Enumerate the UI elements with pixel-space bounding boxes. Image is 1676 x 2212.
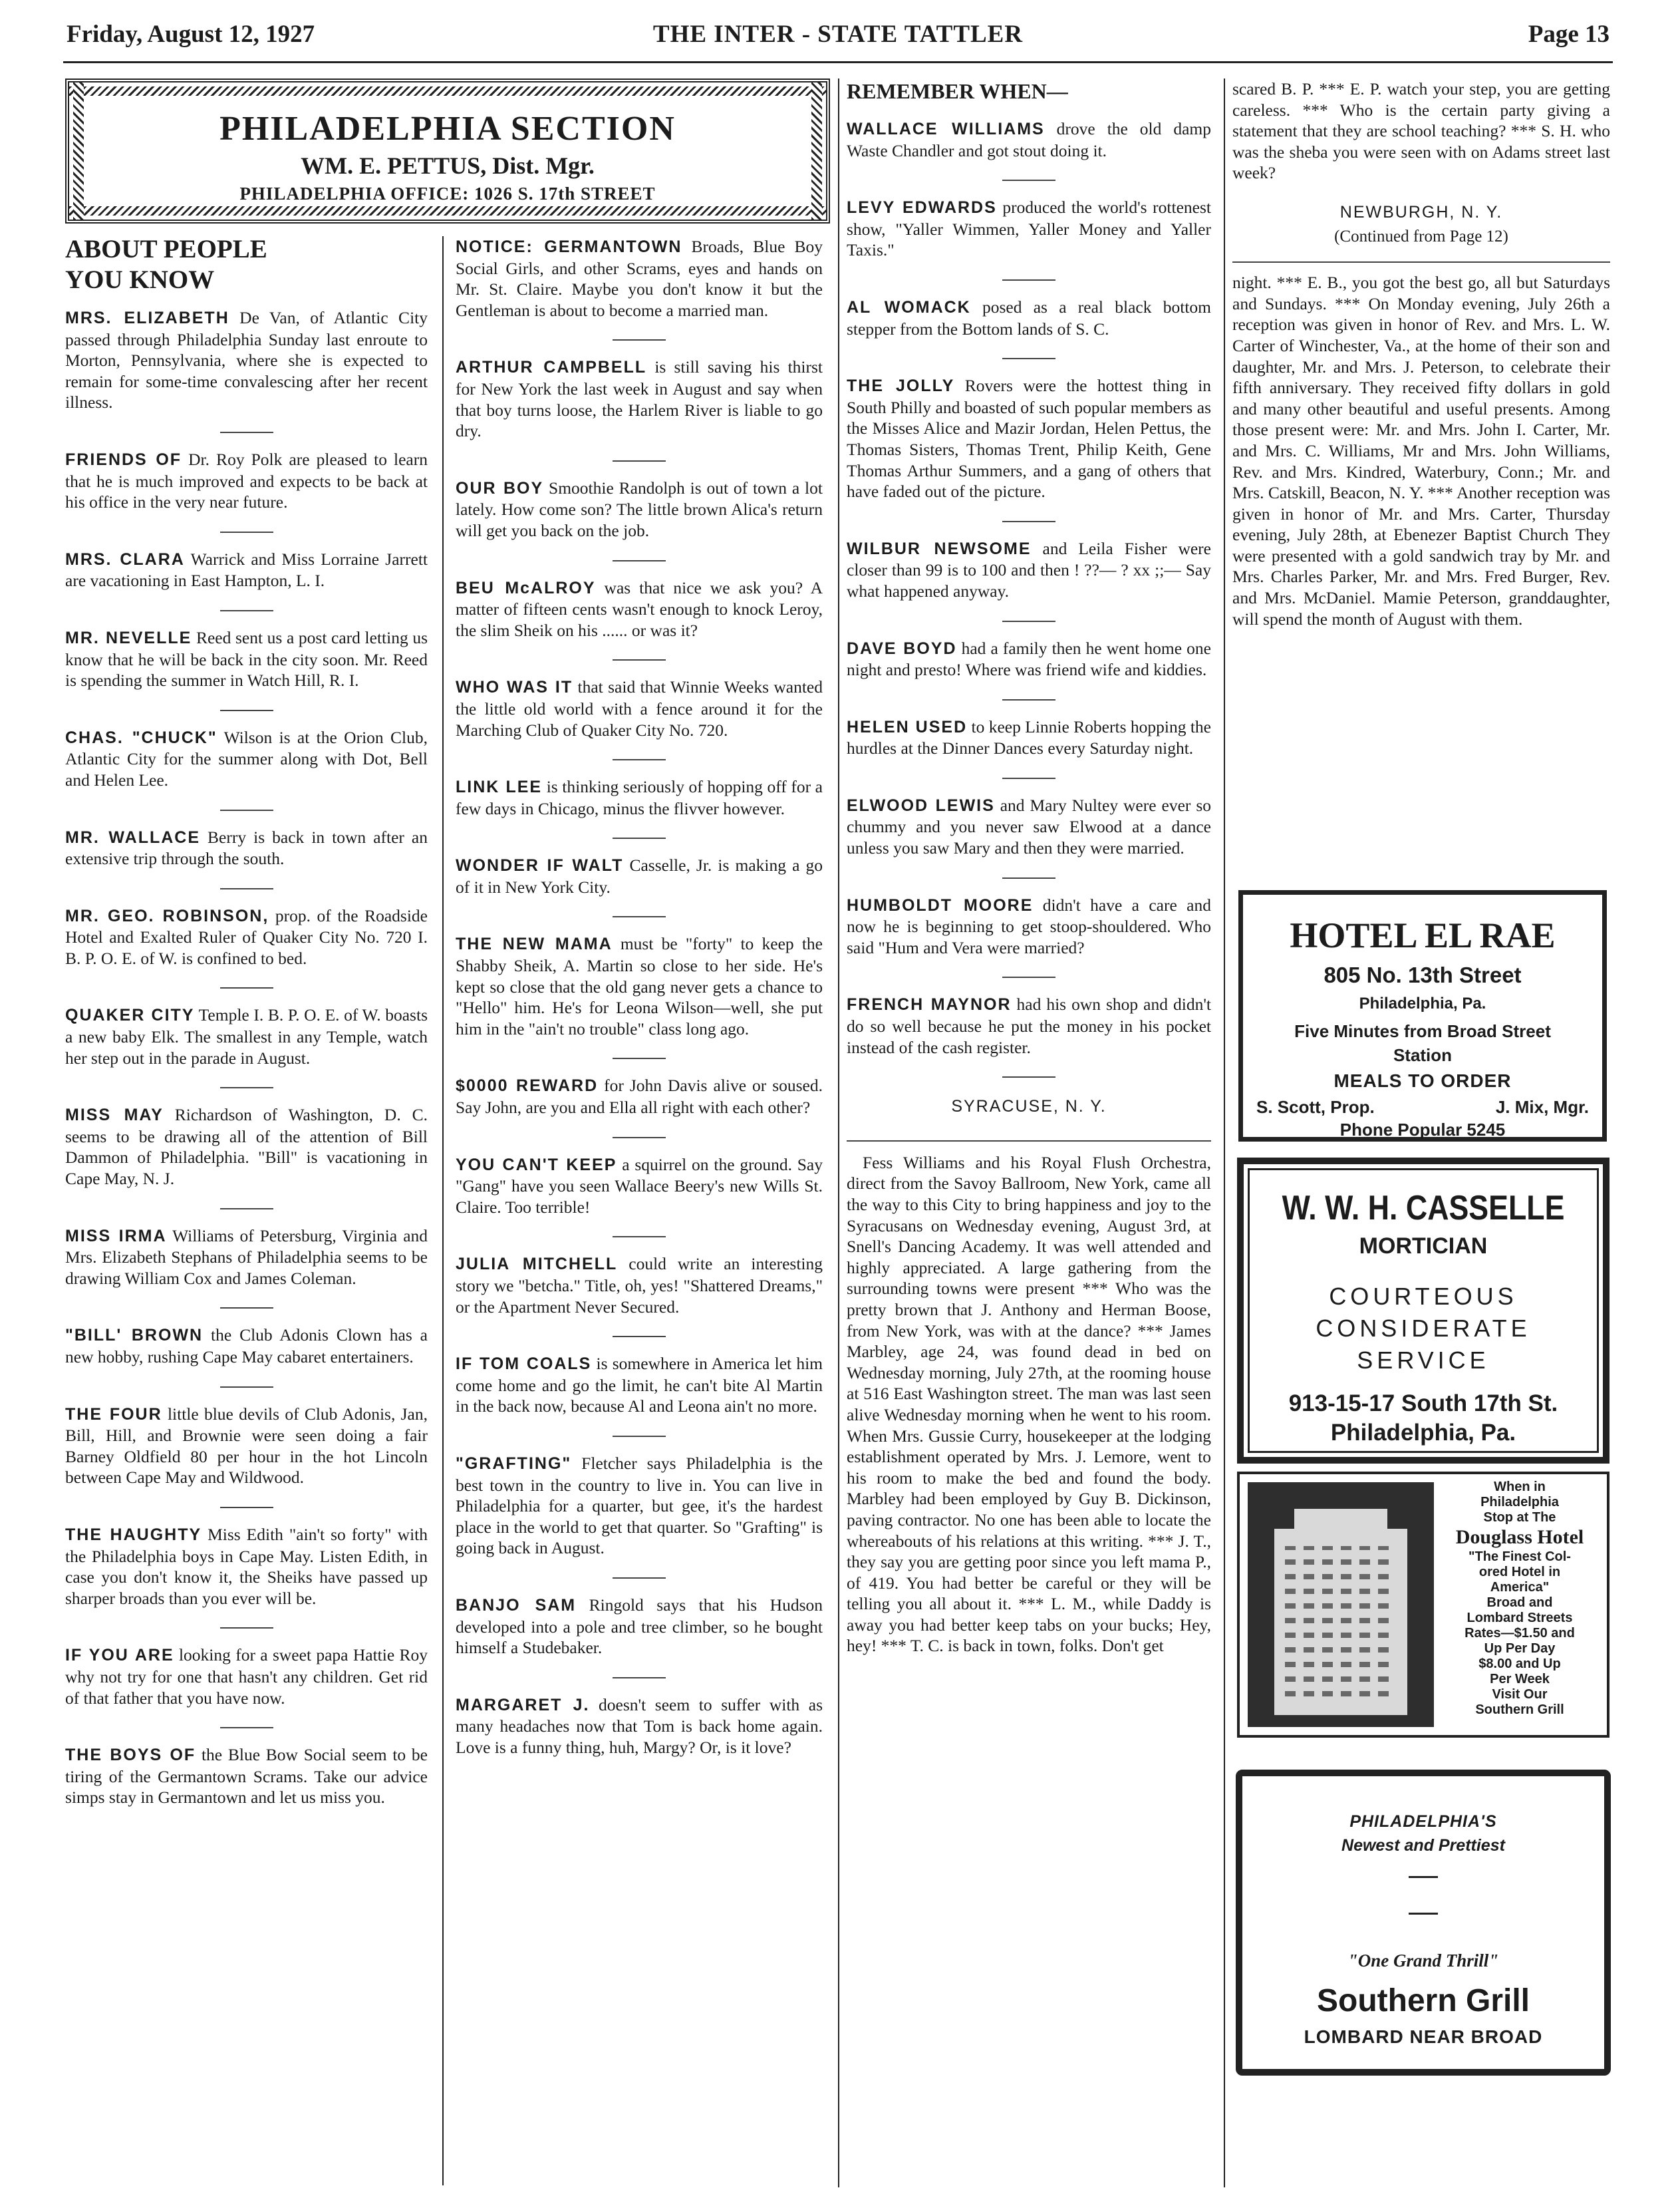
item-lead: MISS MAY bbox=[65, 1106, 164, 1125]
item-lead: HELEN USED bbox=[847, 717, 968, 736]
item-text: Dr. Roy Polk are pleased to learn that he is much improved and expects to be back at his office in the very near future. bbox=[65, 449, 428, 512]
ad-line: America" bbox=[1490, 1580, 1550, 1595]
item-lead: LINK LEE bbox=[456, 778, 543, 797]
page-number: Page 13 bbox=[1528, 21, 1609, 48]
item-text: posed as a real black bottom stepper from the Bottom lands of S. C. bbox=[847, 297, 1211, 339]
ad-southern-grill bbox=[1236, 1770, 1611, 2076]
item-separator bbox=[1002, 778, 1055, 779]
item-lead: MRS. CLARA bbox=[65, 550, 185, 569]
news-item bbox=[65, 1005, 428, 1068]
item-separator bbox=[613, 1436, 666, 1437]
paragraph: Fess Williams and his Royal Flush Orchestra, direct from the Savoy Ballroom, New York, came all the way to this City to bring happiness and joy to the Syracusans on Wednesday evening, August 3rd, at Snell's Dancing Academy. It was well attended and highly appreciated. A large gathering from the surrounding towns were present *** Who was the pretty brown that J. Anthony and Herman Boose, from New York, was with at the dance? *** James Marbley, age 24, was found dead in bed on Wednesday morning, July 27th, at the rooming house at 516 East Washington street. The man was last seen alive Wednesday morning when he went to his room. When Mrs. Gussie Curry, housekeeper at the lodging establishment operated by Mrs. J. Lemore, went to his room to make the bed and found the body. Marbley had been employed by Guy B. Dickinson, paving contractor. No one has been able to locate the whereabouts of his relations at this writing. *** J. T., they say you are getting poor since you left mama P., of 419. You had better be careful or they will be telling you all about it. *** L. M., while Daddy is away you had better keep tabs on your bucks; Hey, hey! *** T. C. is back in town, folks. Don't get bbox=[847, 1152, 1211, 1656]
ad-line: Five Minutes from Broad Street bbox=[1294, 1021, 1551, 1041]
item-lead: WILBUR NEWSOME bbox=[847, 539, 1032, 558]
column-gossip bbox=[456, 236, 823, 1777]
news-item bbox=[456, 1353, 823, 1417]
item-text: and Leila Fisher were closer than 99 is to 100 and then ! ??— ? xx ;;— Say what happened anyway. bbox=[847, 538, 1211, 601]
item-separator bbox=[220, 1208, 273, 1209]
news-item bbox=[65, 1524, 428, 1609]
item-separator bbox=[220, 1386, 273, 1388]
item-lead: THE BOYS OF bbox=[65, 1746, 196, 1765]
item-text: to keep Linnie Roberts hopping the hurdles at the Dinner Dances every Saturday night. bbox=[847, 716, 1211, 758]
item-lead: THE JOLLY bbox=[847, 377, 955, 396]
news-item bbox=[847, 895, 1211, 959]
column-rule bbox=[1224, 79, 1225, 2187]
ad-line: $8.00 and Up bbox=[1478, 1657, 1561, 1671]
ad-address: 913-15-17 South 17th St. bbox=[1288, 1390, 1558, 1416]
news-item bbox=[65, 827, 428, 869]
item-lead: WALLACE WILLIAMS bbox=[847, 120, 1045, 138]
item-lead: MISS IRMA bbox=[65, 1226, 167, 1245]
item-text: looking for a sweet papa Hattie Roy why not try for one that hasn't any children. Get rid of that father that you have now. bbox=[65, 1645, 428, 1708]
news-item bbox=[456, 1453, 823, 1559]
news-item bbox=[65, 307, 428, 413]
ad-city: Philadelphia, Pa. bbox=[1359, 995, 1486, 1013]
news-item bbox=[65, 1225, 428, 1289]
news-item bbox=[65, 627, 428, 691]
news-item bbox=[456, 933, 823, 1039]
item-text: drove the old damp Waste Chandler and got stout doing it. bbox=[847, 119, 1211, 160]
dateline-syracuse: SYRACUSE, N. Y. bbox=[951, 1097, 1107, 1116]
item-text: Miss Edith "ain't so forty" with the Philadelphia boys in Cape May. Listen Edith, in case you don't know it, the Sheiks have passed up sharper broads than you ever will be. bbox=[65, 1524, 428, 1608]
item-lead: LEVY EDWARDS bbox=[847, 198, 997, 218]
divider bbox=[1232, 261, 1610, 263]
item-lead: MARGARET J. bbox=[456, 1695, 590, 1714]
ad-title: Southern Grill bbox=[1316, 1983, 1530, 2018]
item-lead: "GRAFTING" bbox=[456, 1454, 572, 1473]
item-separator bbox=[613, 339, 666, 341]
news-item bbox=[65, 449, 428, 513]
news-item bbox=[847, 197, 1211, 261]
ornament-bottom bbox=[69, 206, 826, 216]
item-text: is somewhere in America let him come home and go the limit, he can't bite Al Martin in the back now, because Al and Leona ain't no more. bbox=[456, 1354, 823, 1416]
ad-douglass-hotel bbox=[1237, 1472, 1609, 1738]
item-separator bbox=[1002, 1076, 1055, 1078]
ad-manager: J. Mix, Mgr. bbox=[1495, 1097, 1589, 1117]
item-separator bbox=[613, 1677, 666, 1678]
item-text: Smoothie Randolph is out of town a lot lately. How come son? The little brown Alica's return will get you back on the job. bbox=[456, 478, 823, 540]
news-item bbox=[65, 1404, 428, 1488]
continued-note: (Continued from Page 12) bbox=[1334, 227, 1508, 245]
item-separator bbox=[1002, 521, 1055, 522]
news-item bbox=[456, 1154, 823, 1218]
item-lead: MR. NEVELLE bbox=[65, 628, 192, 647]
item-lead: MR. WALLACE bbox=[65, 828, 201, 847]
ornament-dash bbox=[1409, 1876, 1438, 1878]
ad-tagline: "One Grand Thrill" bbox=[1347, 1951, 1499, 1971]
news-item bbox=[847, 118, 1211, 161]
ad-line: Lombard Streets bbox=[1466, 1611, 1573, 1625]
masthead-rule bbox=[63, 61, 1613, 63]
dateline-newburgh: NEWBURGH, N. Y. bbox=[1339, 202, 1503, 222]
ad-line: Southern Grill bbox=[1475, 1702, 1564, 1717]
item-text: and Mary Nultey were ever so chummy and you never saw Elwood at a dance unless you saw Mary and then they were married. bbox=[847, 795, 1211, 858]
item-separator bbox=[220, 1507, 273, 1508]
item-separator bbox=[220, 1627, 273, 1629]
item-lead: FRENCH MAYNOR bbox=[847, 995, 1012, 1015]
ad-line: Broad and bbox=[1486, 1595, 1553, 1610]
item-lead: THE NEW MAMA bbox=[456, 935, 613, 954]
item-lead: THE HAUGHTY bbox=[65, 1525, 202, 1544]
item-text: had his own shop and didn't do so well because he put the money in his pocket instead of the cash register. bbox=[847, 995, 1212, 1057]
item-text: Warrick and Miss Lorraine Jarrett are vacationing in East Hampton, L. I. bbox=[65, 549, 428, 591]
ad-address: 805 No. 13th Street bbox=[1324, 963, 1522, 987]
section-header bbox=[65, 79, 830, 224]
item-separator bbox=[613, 659, 666, 661]
section-title: PHILADELPHIA SECTION bbox=[219, 110, 676, 148]
item-separator bbox=[613, 460, 666, 462]
item-text: is still saving his thirst for New York the last week in August and say when that boy turns loose, the Harlem River is liable to go dry. bbox=[456, 357, 823, 441]
item-text: Berry is back in town after an extensive trip through the south. bbox=[65, 827, 428, 869]
column-remember-when bbox=[847, 79, 1211, 1675]
item-lead: NOTICE: GERMANTOWN bbox=[456, 237, 682, 256]
item-text: Richardson of Washington, D. C. seems to be drawing all of the attention of Bill Dammon of Philadelphia. "Bill" is vacationing in Cape May, N. J. bbox=[65, 1105, 428, 1189]
ad-casselle-mortician bbox=[1237, 1158, 1609, 1464]
ad-address: LOMBARD NEAR BROAD bbox=[1304, 2026, 1543, 2047]
item-lead: AL WOMACK bbox=[847, 297, 971, 317]
ad-line: Newest and Prettiest bbox=[1341, 1836, 1505, 1855]
ad-word: CONSIDERATE bbox=[1316, 1315, 1531, 1342]
news-item bbox=[65, 727, 428, 791]
news-item bbox=[847, 375, 1211, 502]
news-item bbox=[65, 905, 428, 969]
item-text: De Van, of Atlantic City passed through Philadelphia Sunday last enroute to Morton, Pennsylvania, where she is expected to remain for some-time convalescing after her recent illness. bbox=[65, 308, 428, 412]
item-text: Temple I. B. P. O. E. of W. boasts a new baby Elk. The smallest in any Temple, watch her step out in the parade in August. bbox=[65, 1005, 428, 1068]
item-separator bbox=[220, 1307, 273, 1309]
news-item bbox=[456, 357, 823, 441]
item-separator bbox=[220, 987, 273, 989]
item-text: prop. of the Roadside Hotel and Exalted Ruler of Quaker City No. 720 I. B. P. O. E. of W. is confined to bed. bbox=[65, 905, 428, 968]
item-separator bbox=[613, 1137, 666, 1138]
news-item bbox=[456, 1253, 823, 1317]
paragraph: night. *** E. B., you got the best go, all but Saturdays and Sundays. *** On Monday evening, July 26th a reception was given in honor of Rev. and Mrs. L. W. Carter of Winchester, Va., at the home of their son and daughter, Mr. and Mrs. J. Peterson, to celebrate their fifth anniversary. They received fifty dollars in gold and many other beautiful and useful presents. Among those present were: Mr. and Mrs. John I. Carter, Mr. and Mrs. C. Williams, Mr and Mrs. John Williams, Rev. and Mrs. Kindred, Waterbury, Conn.; Mr. and Mrs. Catskill, Beacon, N. Y. *** Another reception was given in honor of Mr. and Mrs. Carter, Thursday evening, July 28th, at Ebenezer Baptist Church They were presented with a gold sandwich tray by Mr. and Mrs. Charles Parker, Mr. and Mrs. Fred Burger, Rev. and Mrs. McDaniel. Mamie Peterson, granddaughter, will spend the month of August with them. bbox=[1232, 273, 1610, 629]
hotel-building-photo bbox=[1248, 1482, 1434, 1727]
news-item bbox=[847, 538, 1211, 602]
column-rule bbox=[442, 236, 444, 2185]
item-text: produced the world's rottenest show, "Yaller Wimmen, Yaller Money and Yaller Taxis." bbox=[847, 198, 1211, 260]
item-lead: DAVE BOYD bbox=[847, 639, 957, 658]
news-item bbox=[456, 1595, 823, 1659]
item-lead: OUR BOY bbox=[456, 478, 544, 498]
ad-title: HOTEL EL RAE bbox=[1290, 915, 1556, 955]
item-text: for John Davis alive or soused. Say John, are you and Ella all right with each other? bbox=[456, 1076, 823, 1118]
ad-meals: MEALS TO ORDER bbox=[1333, 1070, 1512, 1091]
item-text: must be "forty" to keep the Shabby Sheik, A. Martin so close to her side. He's kept so close that the old gang never gets a chance to "Hello" him. He's for Leona Wilson—well, she put him in the "ain't no trouble" class long ago. bbox=[456, 934, 823, 1038]
item-separator bbox=[613, 838, 666, 839]
item-separator bbox=[613, 1336, 666, 1337]
ad-line: Stop at The bbox=[1483, 1510, 1556, 1525]
item-separator bbox=[613, 560, 666, 561]
news-item bbox=[65, 1104, 428, 1189]
item-text: Wilson is at the Orion Club, Atlantic City for the summer along with Dot, Bell and Helen Lee. bbox=[65, 727, 428, 790]
item-separator bbox=[1002, 358, 1055, 359]
ad-title: W. W. H. CASSELLE bbox=[1282, 1189, 1565, 1227]
news-item bbox=[456, 478, 823, 542]
ad-proprietor: S. Scott, Prop. bbox=[1256, 1097, 1375, 1117]
news-item bbox=[65, 1645, 428, 1708]
item-separator bbox=[220, 1727, 273, 1728]
item-separator bbox=[1002, 180, 1055, 181]
ad-phone: Phone Popular 5245 bbox=[1339, 1120, 1506, 1140]
item-text: Casselle, Jr. is making a go of it in New York City. bbox=[456, 856, 823, 897]
ad-line: Station bbox=[1393, 1045, 1453, 1065]
ad-line: When in bbox=[1494, 1480, 1546, 1494]
item-text: Rovers were the hottest thing in South Philly and boasted of such popular members as the Misses Alice and Mazir Jordan, Helen Pettus, the Thomas Sisters, Thomas Trent, Philip Keith, Gene Thomas Arthur Summers, and a gang of others that have faded out of the picture. bbox=[847, 376, 1211, 502]
ad-line: Visit Our bbox=[1492, 1687, 1548, 1702]
item-separator bbox=[1002, 977, 1055, 978]
news-item bbox=[456, 236, 823, 321]
item-separator bbox=[1002, 621, 1055, 622]
item-separator bbox=[613, 916, 666, 917]
paragraph: scared B. P. *** E. P. watch your step, you are getting careless. *** Who is the certain party giving a statement that they are school teaching? *** S. H. who was the sheba you were seen with on Adams street last week? bbox=[1232, 79, 1610, 183]
item-lead: JULIA MITCHELL bbox=[456, 1255, 618, 1274]
item-text: had a family then he went home one night and presto! Where was friend wife and kiddies. bbox=[847, 638, 1211, 680]
item-separator bbox=[220, 888, 273, 889]
item-text: could write an interesting story we "betcha." Title, oh, yes! "Shattered Dreams," or the Apartment Never Secured. bbox=[456, 1254, 823, 1317]
item-separator bbox=[613, 1058, 666, 1059]
ad-word: SERVICE bbox=[1357, 1346, 1490, 1374]
item-lead: YOU CAN'T KEEP bbox=[456, 1155, 617, 1174]
item-lead: "BILL' BROWN bbox=[65, 1326, 204, 1345]
item-text: was that nice we ask you? A matter of fifteen cents wasn't enough to knock Leroy, the slim Sheik on his ...... or was it? bbox=[456, 577, 823, 640]
column-newburgh bbox=[1232, 79, 1610, 648]
item-separator bbox=[1002, 279, 1055, 281]
column-about-people bbox=[65, 234, 428, 1827]
item-separator bbox=[613, 1236, 666, 1237]
item-text: Broads, Blue Boy Social Girls, and other Scrams, eyes and hands on Mr. St. Claire. Maybe you don't know it but the Gentleman is about to become a married man. bbox=[456, 237, 823, 320]
news-item bbox=[847, 638, 1211, 681]
ad-line: Rates—$1.50 and bbox=[1465, 1626, 1575, 1641]
ad-line: Philadelphia bbox=[1480, 1495, 1559, 1509]
item-text: Williams of Petersburg, Virginia and Mrs. Elizabeth Stephans of Philadelphia seems to be drawing William Cox and James Coleman. bbox=[65, 1225, 428, 1288]
ad-line: Per Week bbox=[1490, 1672, 1550, 1686]
news-item bbox=[847, 795, 1211, 859]
item-text: didn't have a care and now he is beginning to get stoop-shouldered. Who said "Hum and Vera were married? bbox=[847, 895, 1212, 957]
news-item bbox=[456, 1694, 823, 1758]
news-item bbox=[456, 855, 823, 897]
item-lead: CHAS. "CHUCK" bbox=[65, 728, 217, 747]
item-separator bbox=[220, 1087, 273, 1088]
ad-title: Douglass Hotel bbox=[1455, 1526, 1584, 1548]
item-text: the Club Adonis Clown has a new hobby, rushing Cape May cabaret entertainers. bbox=[65, 1325, 428, 1366]
ad-role: MORTICIAN bbox=[1359, 1233, 1488, 1259]
column-rule bbox=[838, 79, 839, 2187]
ad-city: Philadelphia, Pa. bbox=[1330, 1420, 1516, 1446]
item-text: is thinking seriously of hopping off for a few days in Chicago, minus the flivver however. bbox=[456, 777, 823, 818]
item-lead: MR. GEO. ROBINSON, bbox=[65, 906, 269, 925]
section-office: PHILADELPHIA OFFICE: 1026 S. 17th STREET bbox=[239, 184, 656, 204]
ornament-top bbox=[69, 86, 826, 96]
column-heading: REMEMBER WHEN— bbox=[847, 79, 1068, 103]
news-item bbox=[847, 716, 1211, 759]
news-item bbox=[65, 1744, 428, 1808]
item-text: that said that Winnie Weeks wanted the little old world with a fence around it for the Marching Club of Quaker City No. 720. bbox=[456, 677, 823, 740]
ad-line: ored Hotel in bbox=[1478, 1565, 1561, 1579]
item-separator bbox=[220, 810, 273, 811]
item-text: Ringold says that his Hudson developed into a pole and tree climber, so he bought himself a Studebaker. bbox=[456, 1595, 823, 1658]
item-text: doesn't seem to suffer with as many headaches now that Tom is back home again. Love is a funny thing, huh, Margy? Or, is it love? bbox=[456, 1694, 823, 1757]
item-lead: FRIENDS OF bbox=[65, 450, 182, 469]
item-separator bbox=[220, 610, 273, 611]
news-item bbox=[847, 994, 1211, 1058]
column-heading: ABOUT PEOPLE YOU KNOW bbox=[65, 235, 267, 294]
ad-hotel-el-rae bbox=[1238, 890, 1607, 1142]
item-lead: THE FOUR bbox=[65, 1404, 162, 1424]
item-separator bbox=[220, 532, 273, 533]
item-separator bbox=[220, 710, 273, 711]
news-item bbox=[65, 549, 428, 591]
news-item bbox=[456, 577, 823, 641]
ornament-dash bbox=[1409, 1913, 1438, 1915]
news-item bbox=[456, 1075, 823, 1118]
item-lead: ELWOOD LEWIS bbox=[847, 796, 995, 815]
news-item bbox=[65, 1325, 428, 1367]
item-text: a squirrel on the ground. Say "Gang" have you seen Wallace Beery's new Wills St. Claire. Too terrible! bbox=[456, 1154, 823, 1217]
item-text: the Blue Bow Social seem to be tiring of the Germantown Scrams. Take our advice simps stay in Germantown and let us miss you. bbox=[65, 1745, 428, 1808]
news-item bbox=[456, 776, 823, 819]
ad-word: COURTEOUS bbox=[1329, 1283, 1518, 1310]
item-lead: MRS. ELIZABETH bbox=[65, 309, 229, 327]
section-manager: WM. E. PETTUS, Dist. Mgr. bbox=[301, 152, 595, 179]
item-lead: HUMBOLDT MOORE bbox=[847, 895, 1034, 915]
news-item bbox=[456, 677, 823, 740]
ad-line: Up Per Day bbox=[1484, 1641, 1556, 1656]
item-lead: IF TOM COALS bbox=[456, 1354, 592, 1374]
item-separator bbox=[613, 1577, 666, 1579]
item-lead: BEU McALROY bbox=[456, 578, 596, 597]
item-text: little blue devils of Club Adonis, Jan, Bill, Hill, and Brownie were seen doing a fair Barney Oldfield 80 per hour in the hot Lincoln between Cape May and Wildwood. bbox=[65, 1404, 428, 1488]
ad-line: PHILADELPHIA'S bbox=[1349, 1812, 1497, 1831]
news-item bbox=[847, 297, 1211, 339]
issue-date: Friday, August 12, 1927 bbox=[67, 21, 315, 48]
paper-name: THE INTER - STATE TATTLER bbox=[652, 21, 1024, 48]
item-lead: ARTHUR CAMPBELL bbox=[456, 358, 647, 377]
item-lead: QUAKER CITY bbox=[65, 1006, 195, 1025]
item-lead: IF YOU ARE bbox=[65, 1646, 174, 1665]
item-lead: BANJO SAM bbox=[456, 1595, 577, 1615]
item-separator bbox=[613, 759, 666, 760]
item-lead: WHO WAS IT bbox=[456, 678, 573, 697]
item-lead: WONDER IF WALT bbox=[456, 856, 624, 875]
item-separator bbox=[220, 432, 273, 433]
item-separator bbox=[1002, 699, 1055, 701]
divider bbox=[847, 1140, 1211, 1142]
masthead bbox=[67, 20, 1609, 53]
item-text: Fletcher says Philadelphia is the best town in the country to live in. You can live in Philadelphia for a quarter, but gee, it's the hardest place in the world to get that quarter. So "Grafting" is going back in August. bbox=[456, 1453, 823, 1558]
ad-line: "The Finest Col- bbox=[1468, 1549, 1571, 1564]
item-separator bbox=[1002, 877, 1055, 879]
item-lead: $0000 REWARD bbox=[456, 1076, 599, 1096]
item-text: Reed sent us a post card letting us know that he will be back in the city soon. Mr. Reed is spending the summer in Watch Hill, R. I. bbox=[65, 627, 428, 691]
